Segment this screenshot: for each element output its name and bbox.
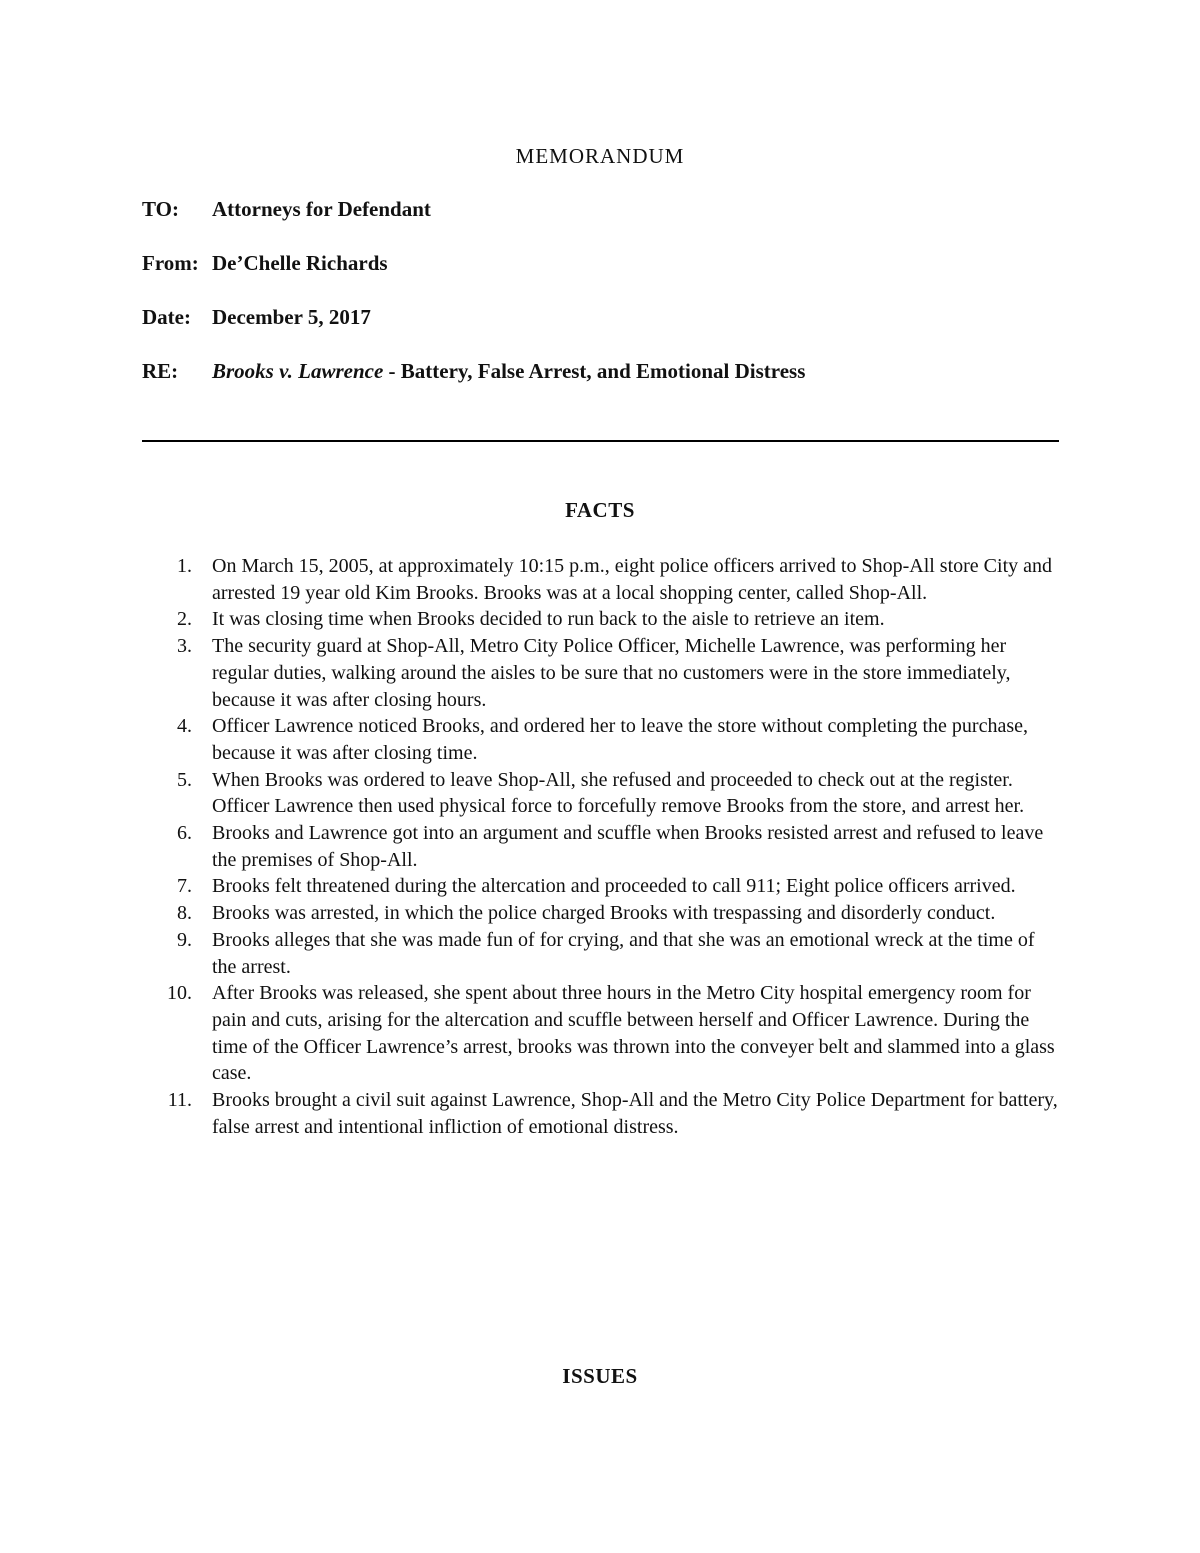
facts-list <box>142 553 1062 1140</box>
fact-item <box>142 767 1062 820</box>
memo-from-line <box>142 251 388 276</box>
date-label: Date: <box>142 305 191 329</box>
fact-text: The security guard at Shop-All, Metro City Police Officer, Michelle Lawrence, was performing her regular duties, walking around the aisles to be sure that no customers were in the store immediately, because it was after closing hours. <box>212 635 1011 711</box>
re-value <box>212 359 805 384</box>
fact-item <box>142 900 1062 927</box>
re-subject: - Battery, False Arrest, and Emotional Distress <box>383 359 806 383</box>
fact-item <box>142 1087 1062 1140</box>
fact-text: It was closing time when Brooks decided to run back to the aisle to retrieve an item. <box>212 608 885 631</box>
memo-to-line <box>142 197 431 222</box>
date-value: December 5, 2017 <box>212 305 371 329</box>
fact-item <box>142 820 1062 873</box>
facts-heading: FACTS <box>565 498 635 522</box>
memo-date-line <box>142 305 371 330</box>
issues-heading: ISSUES <box>562 1364 638 1388</box>
fact-number: 11. <box>167 1089 192 1112</box>
from-label: From: <box>142 251 199 275</box>
fact-number: 3. <box>177 635 192 658</box>
from-value: De’Chelle Richards <box>212 251 388 275</box>
fact-text: Brooks alleges that she was made fun of for crying, and that she was an emotional wreck at the time of the arrest. <box>212 928 1035 978</box>
memo-title: MEMORANDUM <box>515 144 685 168</box>
fact-number: 4. <box>177 715 192 738</box>
fact-item <box>142 980 1062 1087</box>
re-label: RE: <box>142 359 179 383</box>
fact-text: On March 15, 2005, at approximately 10:15 p.m., eight police officers arrived to Shop-All store City and arrested 19 year old Kim Brooks. Brooks was at a local shopping center, called Shop-All. <box>212 555 1053 604</box>
fact-item <box>142 553 1062 606</box>
fact-item <box>142 606 1062 633</box>
fact-number: 10. <box>167 982 192 1005</box>
memo-re-line <box>142 359 805 384</box>
fact-text: Brooks felt threatened during the altercation and proceeded to call 911; Eight police officers arrived. <box>212 875 1016 898</box>
fact-number: 1. <box>177 555 192 577</box>
to-label: TO: <box>142 197 179 221</box>
fact-number: 9. <box>177 928 192 951</box>
fact-number: 5. <box>177 768 192 791</box>
fact-text: Officer Lawrence noticed Brooks, and ordered her to leave the store without completing the purchase, because it was after closing time. <box>212 715 1028 764</box>
fact-text: Brooks was arrested, in which the police charged Brooks with trespassing and disorderly conduct. <box>212 902 996 925</box>
fact-text: After Brooks was released, she spent about three hours in the Metro City hospital emergency room for pain and cuts, arising for the altercation and scuffle between herself and Officer Lawrence. During the time of the Officer Lawrence’s arrest, brooks was thrown into the conveyer belt and slammed into a glass case. <box>212 982 1055 1085</box>
fact-number: 2. <box>177 608 192 631</box>
fact-number: 6. <box>177 822 192 845</box>
fact-item <box>142 713 1062 766</box>
header-divider <box>142 440 1059 442</box>
fact-number: 8. <box>177 902 192 925</box>
fact-text: Brooks brought a civil suit against Lawrence, Shop-All and the Metro City Police Department for battery, false arrest and intentional infliction of emotional distress. <box>212 1089 1058 1138</box>
fact-text: Brooks and Lawrence got into an argument and scuffle when Brooks resisted arrest and refused to leave the premises of Shop-All. <box>212 822 1044 871</box>
fact-item <box>142 633 1062 713</box>
fact-item <box>142 873 1062 900</box>
fact-item <box>142 927 1062 980</box>
fact-number: 7. <box>177 875 192 898</box>
to-value: Attorneys for Defendant <box>212 197 431 221</box>
fact-text: When Brooks was ordered to leave Shop-All, she refused and proceeded to check out at the register. Officer Lawrence then used physical force to forcefully remove Brooks from the store, and arrest her. <box>212 768 1025 818</box>
re-case-name: Brooks v. Lawrence <box>212 359 384 383</box>
